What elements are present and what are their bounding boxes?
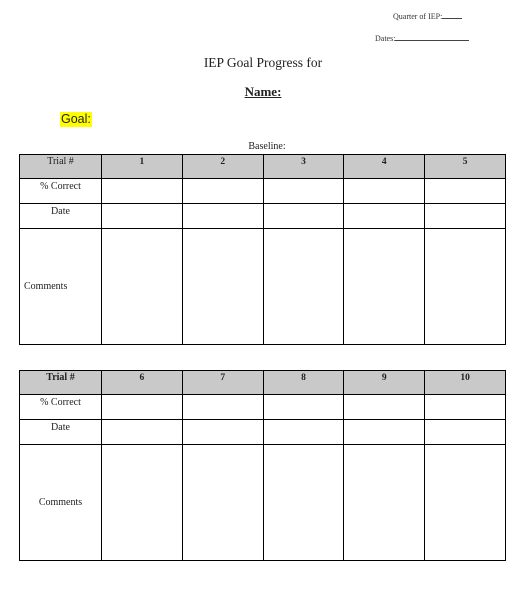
- trial-5-header: 5: [425, 155, 506, 179]
- dates-field: [375, 34, 469, 43]
- quarter-of-iep-field: [393, 12, 462, 21]
- trials-table-1: [19, 154, 506, 345]
- comments-cell[interactable]: [344, 445, 425, 561]
- percent-correct-label: % Correct: [20, 395, 102, 420]
- date-row: [20, 420, 506, 445]
- trial-2-header: 2: [182, 155, 263, 179]
- trials-table-2: [19, 370, 506, 561]
- comments-cell[interactable]: [263, 229, 344, 345]
- comments-cell[interactable]: [102, 445, 183, 561]
- quarter-blank-line[interactable]: [442, 18, 462, 19]
- date-cell[interactable]: [263, 420, 344, 445]
- dates-blank-line[interactable]: [395, 40, 469, 41]
- comments-row: [20, 445, 506, 561]
- percent-correct-label: % Correct: [20, 179, 102, 204]
- trial-7-header: 7: [182, 371, 263, 395]
- trial-3-header: 3: [263, 155, 344, 179]
- comments-label: Comments: [20, 229, 102, 345]
- date-cell[interactable]: [102, 204, 183, 229]
- goal-label: Goal:: [61, 112, 91, 126]
- percent-correct-cell[interactable]: [102, 395, 183, 420]
- percent-correct-row: [20, 179, 506, 204]
- trial-number-header: Trial #: [20, 371, 102, 395]
- percent-correct-cell[interactable]: [425, 395, 506, 420]
- date-label: Date: [20, 204, 102, 229]
- baseline-label: Baseline:: [248, 141, 286, 152]
- trial-number-header: Trial #: [20, 155, 102, 179]
- date-row: [20, 204, 506, 229]
- percent-correct-cell[interactable]: [182, 179, 263, 204]
- comments-row: [20, 229, 506, 345]
- percent-correct-row: [20, 395, 506, 420]
- table-header-row: [20, 155, 506, 179]
- date-cell[interactable]: [263, 204, 344, 229]
- date-cell[interactable]: [344, 204, 425, 229]
- trial-8-header: 8: [263, 371, 344, 395]
- comments-cell[interactable]: [182, 445, 263, 561]
- percent-correct-cell[interactable]: [425, 179, 506, 204]
- quarter-of-iep-label: Quarter of IEP:: [393, 12, 443, 21]
- trial-9-header: 9: [344, 371, 425, 395]
- comments-cell[interactable]: [344, 229, 425, 345]
- date-cell[interactable]: [344, 420, 425, 445]
- percent-correct-cell[interactable]: [344, 179, 425, 204]
- comments-cell[interactable]: [182, 229, 263, 345]
- trial-10-header: 10: [425, 371, 506, 395]
- trial-1-header: 1: [102, 155, 183, 179]
- trial-4-header: 4: [344, 155, 425, 179]
- percent-correct-cell[interactable]: [344, 395, 425, 420]
- date-cell[interactable]: [182, 204, 263, 229]
- date-cell[interactable]: [425, 420, 506, 445]
- page-title: IEP Goal Progress for: [203, 55, 323, 70]
- percent-correct-cell[interactable]: [102, 179, 183, 204]
- date-cell[interactable]: [425, 204, 506, 229]
- trial-6-header: 6: [102, 371, 183, 395]
- percent-correct-cell[interactable]: [263, 395, 344, 420]
- comments-cell[interactable]: [425, 445, 506, 561]
- comments-label: Comments: [20, 445, 102, 561]
- table-header-row: [20, 371, 506, 395]
- dates-label: Dates:: [375, 34, 396, 43]
- percent-correct-cell[interactable]: [263, 179, 344, 204]
- date-cell[interactable]: [182, 420, 263, 445]
- comments-cell[interactable]: [425, 229, 506, 345]
- comments-cell[interactable]: [102, 229, 183, 345]
- name-label: Name:: [244, 84, 282, 99]
- comments-cell[interactable]: [263, 445, 344, 561]
- percent-correct-cell[interactable]: [182, 395, 263, 420]
- date-cell[interactable]: [102, 420, 183, 445]
- date-label: Date: [20, 420, 102, 445]
